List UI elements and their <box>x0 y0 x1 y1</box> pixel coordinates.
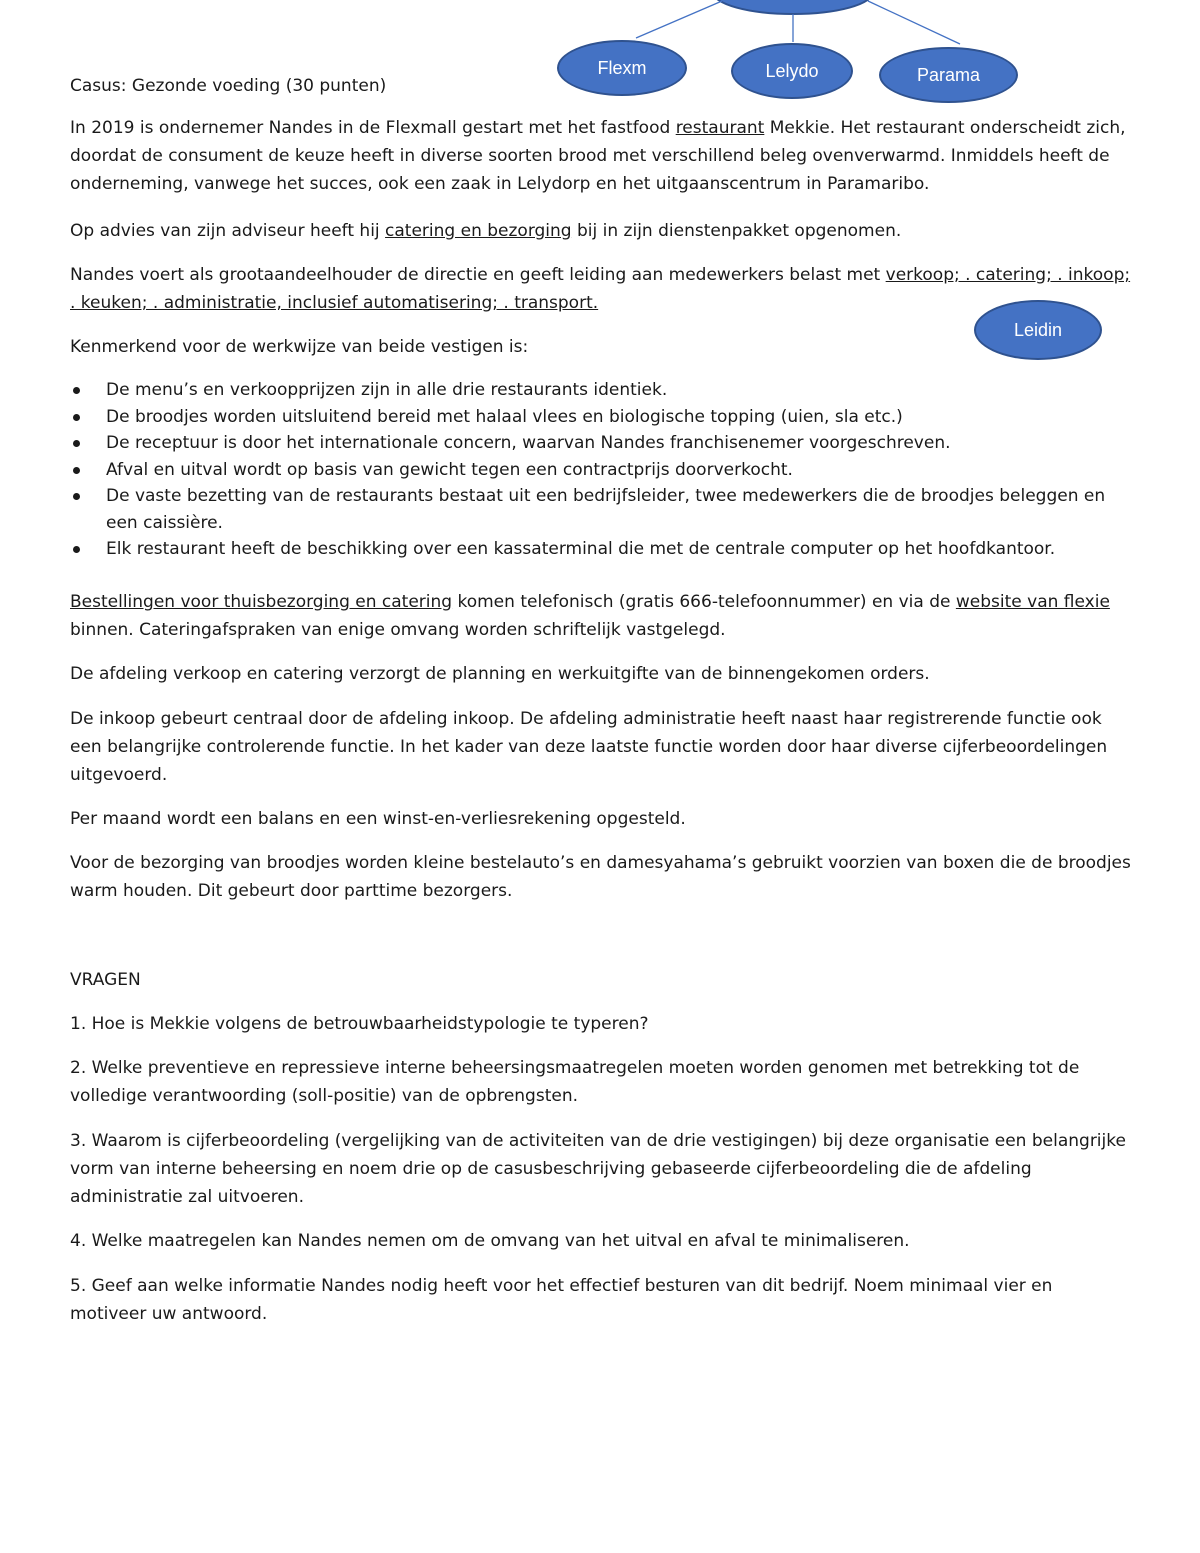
question-2: 2. Welke preventieve en repressieve interne beheersingsmaatregelen moeten worden genomen met betrekking tot de volledige verantwoording (soll-positie) van de opbrengsten. <box>70 1058 1080 1106</box>
bestellingen-paragraph <box>70 588 1132 644</box>
node-leidin: Leidin <box>974 300 1102 360</box>
list-item-text: De receptuur is door het internationale concern, waarvan Nandes franchisenemer voorgeschreven. <box>106 433 951 453</box>
kenmerk-paragraph: Kenmerkend voor de werkwijze van beide vestigen is: <box>70 337 529 357</box>
intro-text-b: Mekkie. Het restaurant onderscheidt zich, doordat de consument de keuze heeft in diverse soorten brood met verschillend beleg ovenverwarmd. Inmiddels heeft de onderneming, vanwege het succes, ook een zaak in Lelydorp en het uitgaanscentrum in Paramaribo. <box>70 118 1126 194</box>
bullet-icon <box>73 414 80 421</box>
node-flexm: Flexm <box>557 40 687 96</box>
list-item-text: Afval en uitval wordt op basis van gewicht tegen een contractprijs doorverkocht. <box>106 459 793 480</box>
node-parama: Parama <box>879 47 1018 103</box>
bullet-icon <box>73 546 80 553</box>
list-item-text: Elk restaurant heeft de beschikking over een kassaterminal die met de centrale computer op het hoofdkantoor. <box>106 539 1056 559</box>
question-4: 4. Welke maatregelen kan Nandes nemen om de omvang van het uitval en afval te minimaliseren. <box>70 1231 910 1251</box>
question-1: 1. Hoe is Mekkie volgens de betrouwbaarheidstypologie te typeren? <box>70 1014 649 1034</box>
characteristics-list <box>70 377 1132 563</box>
advies-text-b: bij in zijn dienstenpakket opgenomen. <box>571 221 902 241</box>
org-chart-root-node <box>713 0 873 14</box>
intro-underlined-restaurant: restaurant <box>675 118 765 138</box>
list-item-text: De menu’s en verkoopprijzen zijn in alle drie restaurants identiek. <box>106 380 668 400</box>
list-item <box>70 377 1132 404</box>
maand-paragraph: Per maand wordt een balans en een winst-en-verliesrekening opgesteld. <box>70 809 686 829</box>
bestel-text-a: komen telefonisch (gratis 666-telefoonnummer) en via de <box>452 592 956 612</box>
node-lelydo: Lelydo <box>731 43 853 99</box>
bestel-text-b: binnen. Cateringafspraken van enige omvang worden schriftelijk vastgelegd. <box>70 620 726 640</box>
list-item <box>70 536 1132 563</box>
list-item-text: De broodjes worden uitsluitend bereid met halaal vlees en biologische topping (uien, sla etc.) <box>106 406 903 427</box>
list-item <box>70 457 1132 484</box>
bullet-icon <box>73 387 80 394</box>
advies-paragraph <box>70 217 901 245</box>
intro-paragraph <box>70 114 1132 198</box>
case-title: Casus: Gezonde voeding (30 punten) <box>70 76 387 96</box>
bullet-icon <box>73 493 80 500</box>
list-item-text: De vaste bezetting van de restaurants bestaat uit een bedrijfsleider, twee medewerkers die de broodjes beleggen en een caissière. <box>106 486 1106 533</box>
question-3: 3. Waarom is cijferbeoordeling (vergelijking van de activiteiten van de drie vestigingen) bij deze organisatie een belangrijke vorm van interne beheersing en noem drie op de casusbeschrijving gebaseerde cijferbeoordeling die de afdeling administratie zal uitvoeren. <box>70 1131 1126 1207</box>
advies-underlined: catering en bezorging <box>385 221 572 241</box>
list-item <box>70 404 1132 431</box>
list-item <box>70 483 1132 536</box>
inkoop-paragraph: De inkoop gebeurt centraal door de afdeling inkoop. De afdeling administratie heeft naast haar registrerende functie ook een belangrijke controlerende functie. In het kader van deze laatste functie worden door haar diverse cijferbeoordelingen uitgevoerd. <box>70 709 1108 785</box>
advies-text-a: Op advies van zijn adviseur heeft hij <box>70 221 386 241</box>
bestel-underlined-a: Bestellingen voor thuisbezorging en catering <box>70 592 453 612</box>
connector-line <box>868 1 960 44</box>
questions-heading: VRAGEN <box>70 970 141 990</box>
bezorging-paragraph: Voor de bezorging van broodjes worden kleine bestelauto’s en damesyahama’s gebruikt voorzien van boxen die de broodjes warm houden. Dit gebeurt door parttime bezorgers. <box>70 853 1131 901</box>
nandes-text-a: Nandes voert als grootaandeelhouder de directie en geeft leiding aan medewerkers belast met <box>70 265 886 285</box>
connector-line <box>636 1 722 38</box>
verkoop-paragraph: De afdeling verkoop en catering verzorgt de planning en werkuitgifte van de binnengekomen orders. <box>70 664 930 684</box>
intro-text-a: In 2019 is ondernemer Nandes in de Flexmall gestart met het fastfood <box>70 118 676 138</box>
list-item <box>70 430 1132 457</box>
nandes-underlined-departments: verkoop; . catering; . inkoop; . keuken; . administratie, inclusief automatisering; . transport. <box>70 265 1131 313</box>
bestel-underlined-website: website van flexie <box>955 592 1110 612</box>
bullet-icon <box>73 467 80 474</box>
bullet-icon <box>73 440 80 447</box>
question-5: 5. Geef aan welke informatie Nandes nodig heeft voor het effectief besturen van dit bedrijf. Noem minimaal vier en motiveer uw antwoord. <box>70 1276 1053 1324</box>
nandes-paragraph <box>70 261 1132 317</box>
